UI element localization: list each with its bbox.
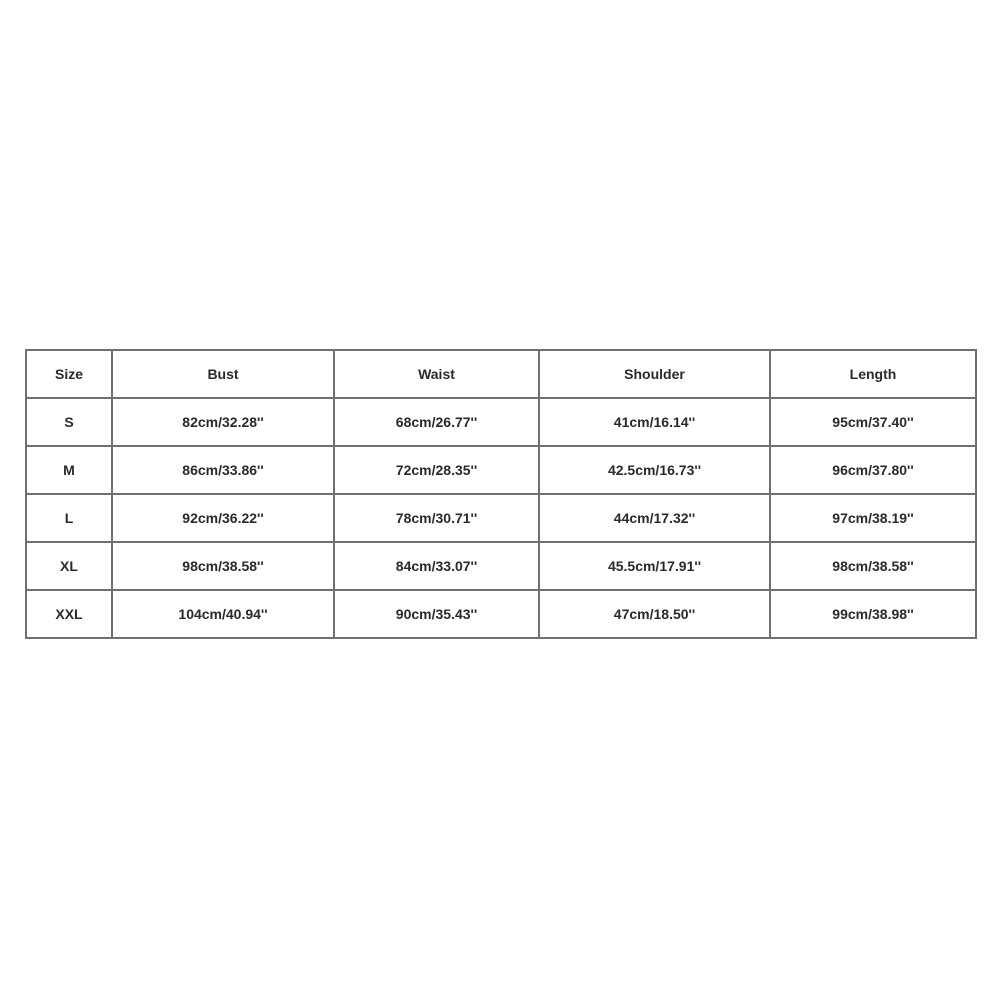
cell-shoulder: 47cm/18.50'' <box>539 590 770 638</box>
cell-size: L <box>26 494 112 542</box>
cell-shoulder: 41cm/16.14'' <box>539 398 770 446</box>
cell-bust: 92cm/36.22'' <box>112 494 334 542</box>
cell-bust: 104cm/40.94'' <box>112 590 334 638</box>
cell-size: M <box>26 446 112 494</box>
cell-waist: 72cm/28.35'' <box>334 446 539 494</box>
cell-shoulder: 45.5cm/17.91'' <box>539 542 770 590</box>
cell-length: 96cm/37.80'' <box>770 446 976 494</box>
table-row <box>26 398 976 446</box>
cell-size: XL <box>26 542 112 590</box>
cell-bust: 86cm/33.86'' <box>112 446 334 494</box>
table-row <box>26 590 976 638</box>
header-waist: Waist <box>334 350 539 398</box>
cell-length: 95cm/37.40'' <box>770 398 976 446</box>
table-row <box>26 542 976 590</box>
cell-size: XXL <box>26 590 112 638</box>
table-row <box>26 446 976 494</box>
cell-bust: 98cm/38.58'' <box>112 542 334 590</box>
cell-waist: 68cm/26.77'' <box>334 398 539 446</box>
table-header-row <box>26 350 976 398</box>
header-bust: Bust <box>112 350 334 398</box>
size-chart-table <box>25 349 977 639</box>
cell-shoulder: 44cm/17.32'' <box>539 494 770 542</box>
cell-waist: 90cm/35.43'' <box>334 590 539 638</box>
cell-bust: 82cm/32.28'' <box>112 398 334 446</box>
cell-waist: 78cm/30.71'' <box>334 494 539 542</box>
cell-shoulder: 42.5cm/16.73'' <box>539 446 770 494</box>
header-size: Size <box>26 350 112 398</box>
cell-length: 97cm/38.19'' <box>770 494 976 542</box>
header-shoulder: Shoulder <box>539 350 770 398</box>
cell-length: 99cm/38.98'' <box>770 590 976 638</box>
cell-size: S <box>26 398 112 446</box>
table-row <box>26 494 976 542</box>
cell-length: 98cm/38.58'' <box>770 542 976 590</box>
header-length: Length <box>770 350 976 398</box>
cell-waist: 84cm/33.07'' <box>334 542 539 590</box>
